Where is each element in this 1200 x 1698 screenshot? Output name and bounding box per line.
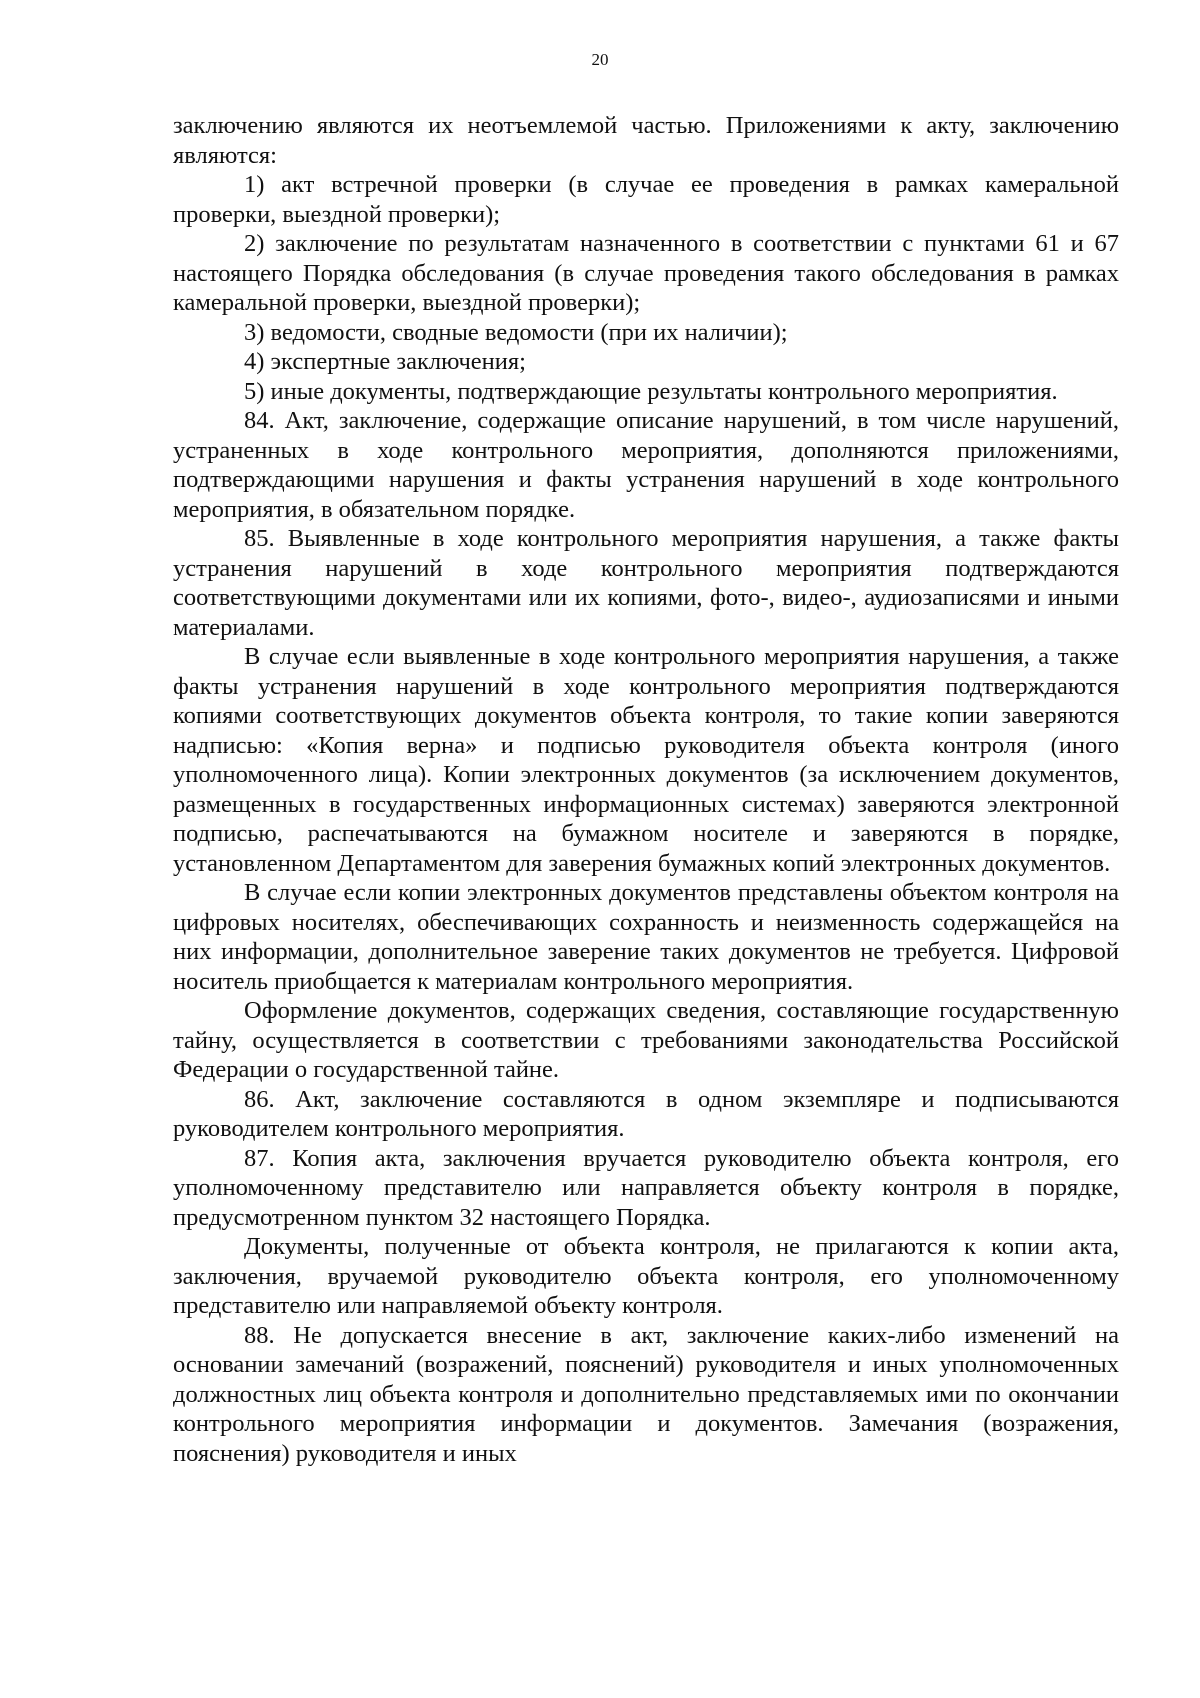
paragraph-attachment-4: 4) экспертные заключения;: [244, 348, 526, 375]
paragraph-continuation: заключению являются их неотъемлемой частью. Приложениями к акту, заключению являются:: [173, 112, 1119, 169]
paragraph-state-secret: Оформление документов, содержащих сведения, составляющие государственную тайну, осуществляется в соответствии с требованиями законодательства Российской Федерации о государственной тайне.: [173, 997, 1119, 1083]
paragraph-attachment-5: 5) иные документы, подтверждающие результаты контрольного мероприятия.: [244, 377, 1058, 405]
paragraph-item-88: 88. Не допускается внесение в акт, заключение каких-либо изменений на основании замечаний (возражений, пояснений) руководителя и иных уполномоченных должностных лиц объекта контроля и дополнительно представляемых ими по окончании контрольного мероприятия информации и документов. Замечания (возражения, пояснения) руководителя и иных: [173, 1321, 1119, 1467]
paragraph-digital-media: В случае если копии электронных документов представлены объектом контроля на цифровых носителях, обеспечивающих сохранность и неизменность содержащейся на них информации, дополнительное заверение таких документов не требуется. Цифровой носитель приобщается к материалам контрольного мероприятия.: [173, 879, 1119, 995]
paragraph-item-84: 84. Акт, заключение, содержащие описание нарушений, в том числе нарушений, устраненных в ходе контрольного мероприятия, дополняются приложениями, подтверждающими нарушения и факты устранения нарушений в ходе контрольного мероприятия, в обязательном порядке.: [173, 407, 1119, 523]
paragraph-documents-not-attached: Документы, полученные от объекта контроля, не прилагаются к копии акта, заключения, вручаемой руководителю объекта контроля, его уполномоченному представителю или направляемой объекту контроля.: [173, 1233, 1119, 1319]
paragraph-item-85: 85. Выявленные в ходе контрольного мероприятия нарушения, а также факты устранения нарушений в ходе контрольного мероприятия подтверждаются соответствующими документами или их копиями, фото-, видео-, аудиозаписями и иными материалами.: [173, 525, 1119, 641]
page-number: 20: [591, 50, 609, 69]
document-body: [173, 111, 1119, 1468]
paragraph-item-86: 86. Акт, заключение составляются в одном экземпляре и подписываются руководителем контрольного мероприятия.: [173, 1085, 1119, 1142]
paragraph-attachment-1: 1) акт встречной проверки (в случае ее проведения в рамках камеральной проверки, выездной проверки);: [173, 171, 1119, 228]
paragraph-attachment-3: 3) ведомости, сводные ведомости (при их наличии);: [244, 318, 788, 346]
paragraph-attachment-2: 2) заключение по результатам назначенного в соответствии с пунктами 61 и 67 настоящего Порядка обследования (в случае проведения такого обследования в рамках камеральной проверки, выездной проверки);: [173, 230, 1119, 316]
paragraph-item-87: 87. Копия акта, заключения вручается руководителю объекта контроля, его уполномоченному представителю или направляется объекту контроля в порядке, предусмотренном пунктом 32 настоящего Порядка.: [173, 1144, 1119, 1231]
paragraph-copies-certification: В случае если выявленные в ходе контрольного мероприятия нарушения, а также факты устранения нарушений в ходе контрольного мероприятия подтверждаются копиями соответствующих документов объекта контроля, то такие копии заверяются надписью: «Копия верна» и подписью руководителя объекта контроля (иного уполномоченного лица). Копии электронных документов (за исключением документов, размещенных в государственных информационных системах) заверяются электронной подписью, распечатываются на бумажном носителе и заверяются в порядке, установленном Департаментом для заверения бумажных копий электронных документов.: [173, 643, 1119, 877]
